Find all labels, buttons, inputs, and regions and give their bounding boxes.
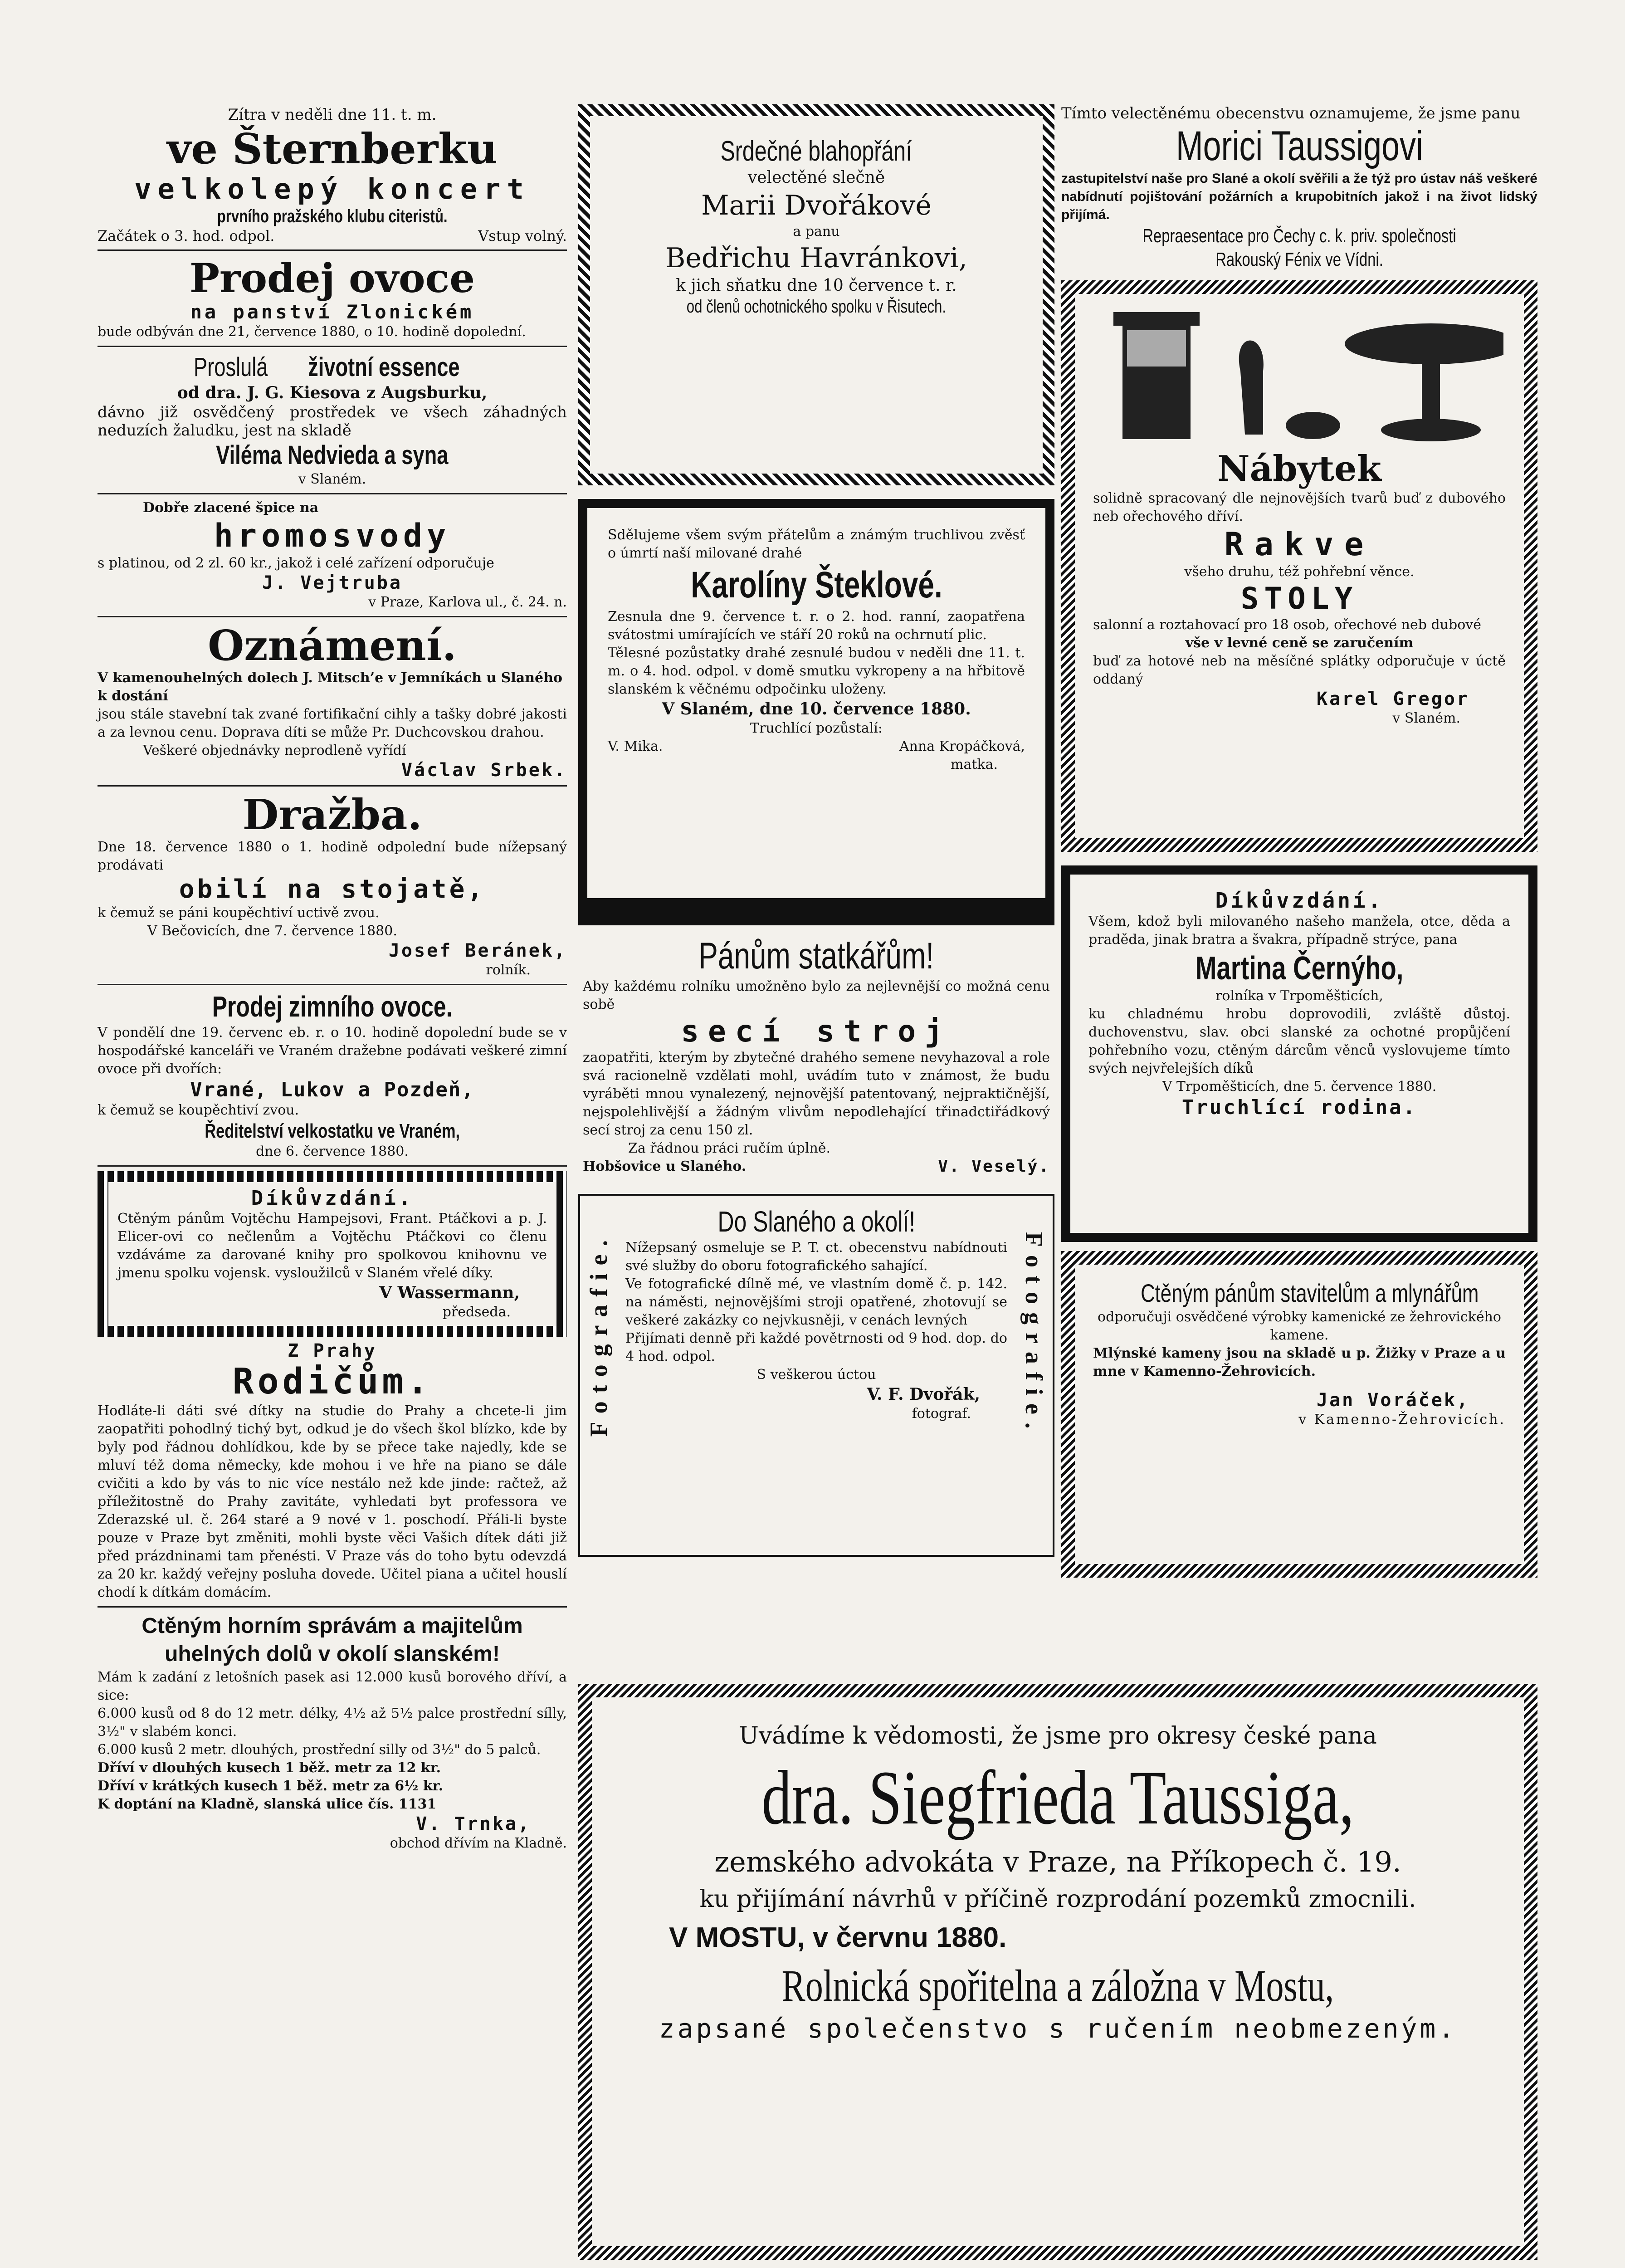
lightning-l1: Dobře zlacené špice na — [143, 500, 319, 516]
farmers-ad — [578, 925, 1054, 1185]
photo-sign: V. F. Dvořák, — [867, 1385, 980, 1404]
furniture-box — [1061, 280, 1537, 852]
photo-side-left: Fotografie. — [585, 1232, 612, 1437]
insurance-text: Tímto velectěnému obecenstvu oznamujeme, že jsme panu — [1061, 104, 1521, 122]
stone-box — [1061, 1251, 1537, 1578]
furniture-text5: buď za hotové neb na měsíčné splátky odporučuje v úctě oddaný — [1093, 653, 1506, 687]
essence-firm: Viléma Nedvieda a syna — [216, 440, 449, 470]
coal-text: Mám k zadání z letošních pasek asi 12.000 kusů borového dříví, a sice: — [98, 1669, 567, 1703]
photo-box — [578, 1194, 1054, 1557]
thanks2-text2: ku chladnému hrobu doprovodili, zvláště důstoj. duchovenstvu, slav. obci slanské za ochotné propůjčení pohřebního vozu, ctěným dárcům věnců vyslovujeme tímto svých nejvřelejších díků — [1088, 1006, 1510, 1076]
auction-text: Dne 18. července 1880 o 1. hodině odpolední bude nížepsaný prodávati — [98, 839, 567, 873]
thanks2-place: V Trpoměšticích, dne 5. července 1880. — [1162, 1079, 1437, 1095]
fruit-text: bude odbýván dne 21, července 1880, o 10. hodině dopolední. — [98, 324, 526, 340]
auction-name: Josef Beránek, — [388, 940, 567, 961]
concert-times — [98, 227, 567, 245]
furniture-text3: salonní a roztahovací pro 18 osob, ořechové neb dubové — [1093, 617, 1481, 633]
concert-title: ve Šternberku — [167, 124, 498, 173]
taussig-name: dra. Siegfrieda Taussiga, — [761, 1755, 1354, 1840]
farmers-text2: zaopatřiti, kterým by zbytečné drahého semene nevyhazoval a role svá racionelně vzdělati mohl, uvádím tuto v známost, že budu vyráběti mnou vynalezený, nejnovější patentovaný, nejpraktičnější, nejspolehlivější a žádným vlivům nepodlehající třinadctiřádkový secí stroj za cenu 150 zl. — [583, 1050, 1050, 1138]
essence-line: od dra. J. G. Kiesova z Augsburku, — [177, 383, 488, 402]
notice-title: Oznámení. — [208, 621, 457, 670]
taussig-box — [578, 1684, 1537, 2260]
death-place: V Slaném, dne 10. července 1880. — [662, 699, 971, 719]
winter-date: dne 6. července 1880. — [256, 1144, 409, 1159]
coal-title: Ctěným horním správám a majitelům uhelných dolů v okolí slanském! — [142, 1614, 523, 1666]
photo-text4: S veškerou úctou — [756, 1367, 876, 1383]
furniture-place: v Slaném. — [1392, 710, 1460, 726]
lightning-text: s platinou, od 2 zl. 60 kr., jakož i celé zařízení odporučuje — [98, 555, 494, 571]
farmers-item: secí stroj — [681, 1014, 952, 1049]
stone-text: odporučuji osvědčené výrobky kamenické ze žehrovického kamene. — [1098, 1309, 1501, 1343]
coal-role: obchod dřívím na Kladně. — [390, 1835, 567, 1851]
farmers-title: Pánům statkářům! — [698, 935, 934, 977]
death-name: Karolíny Šteklové. — [690, 564, 942, 606]
photo-text2: Ve fotografické dílně mé, ve vlastním domě č. p. 142. na náměsti, nejnovějšími stroji opatřené, zhotovují se veškeré zakázky co nejvkusněji, v cenách levných — [625, 1276, 1007, 1328]
notice-text: jsou stále stavební tak zvané fortifikační cihly a tašky dobré jakosti a za levnou cenu. Doprava díti se může Pr. Duchcovskou drahou. — [98, 706, 567, 740]
congrats-name1: Marii Dvořákové — [701, 190, 932, 221]
death-text3: Tělesné pozůstatky drahé zesnulé budou v neděli dne 11. t. m. o 4. hod. odpol. v domě smutku vykropeny a na hřbitově slanském k věčnému odpočinku uloženy. — [608, 645, 1025, 697]
insurance-sign: Repraesentace pro Čechy c. k. priv. společnosti Rakouský Fénix ve Vídni. — [1142, 225, 1456, 270]
furniture-h2: Rakve — [1224, 526, 1375, 563]
thanks1-role: předseda. — [442, 1304, 511, 1320]
congrats-sign: od členů ochotnického spolku v Řisutech. — [686, 297, 947, 317]
thanks1-sign: V Wassermann, — [379, 1283, 520, 1302]
coal-i5: K doptání na Kladně, slanská ulice čís. 1131 — [98, 1796, 437, 1812]
coal-i4: Dříví v krátkých kusech 1 běž. metr za 6½ kr. — [98, 1778, 444, 1794]
taussig-l2: zemského advokáta v Praze, na Příkopech č. 19. — [714, 1845, 1401, 1878]
farmers-sign: V. Veselý. — [938, 1157, 1050, 1176]
death-text2: Zesnula dne 9. července t. r. o 2. hod. ranní, zaopatřena svátostmi umírajících ve stáří 20 roků na ochrnutí plic. — [608, 609, 1025, 643]
winter-text2: k čemuž se koupěchtiví zvou. — [98, 1102, 299, 1118]
congrats-l1: velectěné slečně — [747, 168, 885, 187]
photo-role: fotograf. — [912, 1406, 971, 1422]
farmers-place: Hobšovice u Slaného. — [583, 1158, 747, 1174]
death-n2: Anna Kropáčková, — [899, 738, 1025, 754]
photo-text: Nížepsaný osmeluje se P. T. ct. obecenstvu nabídnouti své služby do oboru fotografického sahající. — [625, 1240, 1007, 1274]
thanks1-box — [98, 1171, 567, 1337]
winter-text: V pondělí dne 19. červenc eb. r. o 10. hodině dopolední bude se v hospodářské kanceláři ve Vraném dražebne podávati veškeré zimní ovoce při dvořích: — [98, 1025, 567, 1077]
thanks2-text: Všem, kdož byli milovaného našeho manžela, otce, děda a praděda, jinak bratra a švakra, případně strýce, pana — [1088, 914, 1510, 948]
left-column — [98, 104, 567, 1853]
insurance-name: Morici Taussigovi — [1176, 123, 1423, 169]
congrats-title: Srdečné blahopřání — [720, 136, 913, 167]
taussig-bank2: zapsané společenstvo s ručením neobmezeným. — [659, 2013, 1457, 2044]
winter-sign: Ředitelství velkostatku ve Vraném, — [205, 1120, 460, 1142]
lightning-title: hromosvody — [214, 517, 451, 554]
furniture-illustration — [1095, 303, 1503, 448]
stone-title: Ctěným pánům stavitelům a mlynářům — [1141, 1279, 1479, 1307]
furniture-text4: vše v levné ceně se zaručením — [1185, 635, 1414, 651]
auction-item: obilí na stojatě, — [179, 875, 486, 904]
winter-title: Prodej zimního ovoce. — [212, 990, 453, 1023]
winter-places: Vrané, Lukov a Pozdeň, — [190, 1078, 474, 1101]
photo-side-right: Fotografie. — [1020, 1232, 1048, 1437]
notice-sign: Václav Srbek. — [401, 760, 567, 781]
stone-sign: Jan Voráček, — [1317, 1390, 1469, 1411]
concert-date: Zítra v neděli dne 11. t. m. — [228, 106, 437, 124]
photo-text3: Přijímati denně při každé povětrnosti od 9 hod. dop. do 4 hod. odpol. — [625, 1330, 1007, 1364]
death-box — [578, 499, 1054, 925]
stone-place: v Kamenno-Žehrovicích. — [1298, 1412, 1506, 1427]
essence-t2: životní essence — [308, 352, 460, 382]
fruit-title: Prodej ovoce — [189, 254, 475, 302]
congrats-l2: a panu — [793, 224, 840, 240]
furniture-title: Nábytek — [1217, 448, 1381, 489]
middle-column — [578, 104, 1054, 1557]
essence-heading — [98, 352, 567, 382]
auction-role: rolník. — [486, 962, 531, 978]
essence-place: v Slaném. — [298, 471, 366, 487]
parents-from: Z Prahy — [288, 1340, 377, 1361]
death-names — [608, 738, 1025, 756]
taussig-l3: ku přijímání návrhů v příčině rozprodání pozemků zmocnili. — [699, 1886, 1416, 1913]
congrats-box — [578, 104, 1054, 485]
farmers-text: Aby každému rolníku umožněno bylo za nejlevnější co možná cenu sobě — [583, 978, 1050, 1012]
death-n1: V. Mika. — [608, 738, 663, 754]
notice-bold: V kamenouhelných dolech J. Mitsch’e v Jemníkách u Slaného k dostání — [98, 670, 562, 704]
fruit-sub: na panství Zlonickém — [190, 301, 474, 323]
concert-sub: velkolepý koncert — [134, 172, 530, 205]
right-column — [1061, 104, 1537, 1578]
essence-text: dávno již osvědčený prostředek ve všech záhadných neduzích žaludku, jest na skladě — [98, 403, 567, 440]
auction-title: Dražba. — [242, 790, 422, 839]
furniture-sign: Karel Gregor — [1317, 689, 1469, 709]
concert-club: prvního pražského klubu citeristů. — [217, 206, 448, 226]
thanks1-title: Díkůvzdání. — [251, 1187, 414, 1210]
death-mourn: Truchlící pozůstalí: — [750, 720, 883, 736]
thanks1-text: Ctěným pánům Vojtěchu Hampejsovi, Frant. Ptáčkovi a p. J. Elicer-ovi co nečlenům a Vojtěchu Ptáčkovi co členu vzdáváme za darované knihy pro spolkovou knihovnu ve jmenu spolku vojensk. vysloužilců v Slaném vřelé díky. — [117, 1211, 547, 1281]
coal-i2: 6.000 kusů 2 metr. dlouhých, prostřední silly od 3½" do 5 palců. — [98, 1742, 541, 1758]
thanks2-sign: Truchlící rodina. — [1181, 1096, 1417, 1119]
auction-text2: k čemuž se páni koupěchtiví uctivě zvou. — [98, 905, 380, 921]
auction-place: V Bečovicích, dne 7. července 1880. — [147, 923, 397, 939]
taussig-l1: Uvádíme k vědomosti, že jsme pro okresy české pana — [739, 1722, 1377, 1750]
death-text: Sdělujeme všem svým přátelům a známým truchlivou zvěsť o úmrtí naší milované drahé — [608, 527, 1025, 561]
death-n2r: matka. — [951, 757, 998, 772]
congrats-name2: Bedřichu Havránkovi, — [665, 242, 967, 274]
essence-t1: Proslulá — [194, 352, 268, 382]
lightning-addr: v Praze, Karlova ul., č. 24. n. — [368, 594, 567, 610]
furniture-text: solidně spracovaný dle nejnovějších tvarů buď z dubového neb ořechového dříví. — [1093, 490, 1506, 524]
thanks2-title: Díkůvzdání. — [1215, 888, 1384, 913]
coal-i3: Dříví v dlouhých kusech 1 běž. metr za 12 kr. — [98, 1760, 441, 1776]
farmers-text3: Za řádnou práci ručím úplně. — [628, 1140, 831, 1156]
furniture-text2: všeho druhu, též pohřební věnce. — [1184, 564, 1415, 580]
congrats-l3: k jich sňatku dne 10 července t. r. — [676, 276, 957, 295]
coal-i1: 6.000 kusů od 8 do 12 metr. délky, 4½ až 5½ palce prostřední sílly, 3½" v slabém konci. — [98, 1706, 567, 1740]
coal-sign: V. Trnka, — [416, 1813, 531, 1834]
farmers-foot — [583, 1158, 1050, 1176]
thanks2-name: Martina Černýho, — [1195, 950, 1404, 987]
photo-title: Do Slaného a okolí! — [717, 1205, 915, 1238]
stone-text2: Mlýnské kameny jsou na skladě u p. Žižky v Praze a u mne v Kamenno-Žehrovicích. — [1093, 1345, 1506, 1379]
parents-text: Hodláte-li dáti své dítky na studie do Prahy a chcete-li jim zaopatřiti pohodlný tichý byt, odkud je do všech škol blízko, kde by byly pod řádnou dohlídkou, kde by se přece take najedly, kde se mluví též doma německy, kde mohou i ve hře na piano se dále cvičiti a kdo by vás to nic více nestálo než kde jinde: račtež, až příležitostně do Prahy zavitáte, vyhledati byt professora ve Zderazské ul. č. 264 staré a 9 nové v 1. poschodí. Přáli-li byste pouze v Praze byt změniti, mohli byste věci Vašich dítek dáti již před prázdninami tam přenésti. V Praze vás do toho bytu odevzdá za 20 kr. každý veřejny posluha dovede. Učitel piana a učitel houslí chodí k dítkám domácím. — [98, 1403, 567, 1600]
insurance-text2: zastupitelství naše pro Slané a okolí svěřili a že týž pro ústav náš veškeré nabídnutí pojištování požárních a krupobitních jakož i na život lidský přijímá. — [1061, 171, 1537, 222]
taussig-place: V MOSTU, v červnu 1880. — [669, 1922, 1007, 1953]
parents-title: Rodičům. — [232, 1361, 432, 1402]
notice-text2: Veškeré objednávky neprodleně vyřídí — [143, 743, 406, 758]
furniture-h3: STOLY — [1240, 581, 1358, 616]
thanks2-role: rolníka v Trpoměšticích, — [1215, 988, 1383, 1004]
thanks2-box — [1061, 865, 1537, 1242]
concert-start: Začátek o 3. hod. odpol. — [98, 227, 275, 244]
taussig-bank: Rolnická spořitelna a záložna v Mostu, — [781, 1960, 1334, 2011]
lightning-name: J. Vejtruba — [262, 572, 402, 593]
concert-entry: Vstup volný. — [478, 227, 567, 244]
